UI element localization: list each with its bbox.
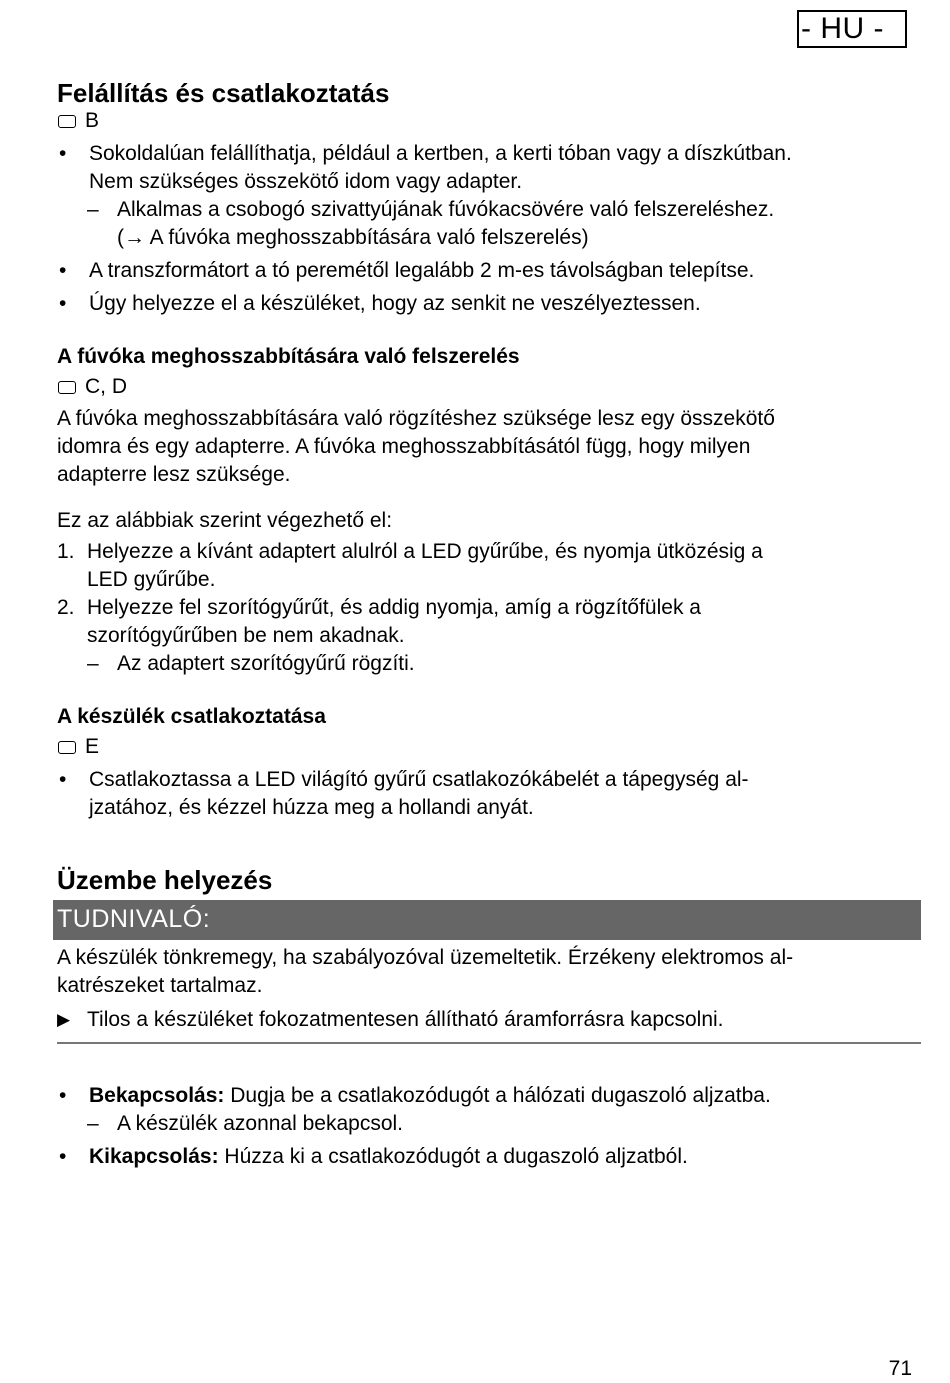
intro-text: Ez az alábbiak szerint végezhető el: (57, 509, 393, 532)
list-item: • Kikapcsolás: Húzza ki a csatlakozódugót a dugaszoló aljzatból. (57, 1143, 917, 1171)
bullet-icon: • (59, 142, 67, 165)
section-title-setup: Felállítás és csatlakoztatás (57, 78, 390, 108)
list-item: • Úgy helyezze el a készüléket, hogy az senkit ne veszélyeztessen. (57, 290, 917, 318)
bullet-icon: • (59, 1084, 67, 1107)
list-item: • Csatlakoztassa a LED világító gyűrű csatlakozókábelét a tápegység al- jzatához, és kézzel húzza meg a hollandi anyát. (57, 766, 917, 822)
sub-list-item: – Alkalmas a csobogó szivattyújának fúvókacsövére való felszereléshez. (→ A fúvóka meghosszabbítására való felszerelés) (57, 196, 917, 252)
notice-instruction: ▶ Tilos a készüléket fokozatmentesen állítható áramforrásra kapcsolni. (57, 1006, 921, 1034)
dash-icon: – (87, 652, 99, 675)
figure-reference: E (57, 733, 917, 761)
numbered-step: 1. Helyezze a kívánt adaptert alulról a LED gyűrűbe, és nyomja ütközésig a LED gyűrűbe. (57, 540, 763, 591)
notice-text: A készülék tönkremegy, ha szabályozóval üzemeltetik. Érzékeny elektromos al- katrészeket tartalmaz. (57, 946, 794, 997)
triangle-right-icon: ▶ (57, 1010, 71, 1029)
book-icon (58, 381, 76, 394)
switch-off-label: Kikapcsolás: (89, 1145, 219, 1168)
figure-reference: B (57, 107, 917, 135)
notice-header: TUDNIVALÓ: (53, 900, 921, 940)
list-item: • Bekapcsolás: Dugja be a csatlakozódugót a hálózati dugaszoló aljzatba. (57, 1082, 917, 1110)
dash-icon: – (87, 198, 99, 221)
sub-list-item: – A készülék azonnal bekapcsol. (57, 1110, 917, 1138)
sub-list-item: – Az adaptert szorítógyűrű rögzíti. (57, 650, 917, 678)
notice-box (57, 944, 921, 1044)
list-item: • Sokoldalúan felállíthatja, például a kertben, a kerti tóban vagy a díszkútban. Nem szükséges összekötő idom vagy adapter. (57, 140, 917, 196)
bullet-icon: • (59, 292, 67, 315)
page-number: 71 (888, 1357, 912, 1380)
page-content (57, 77, 917, 1171)
dash-icon: – (87, 1112, 99, 1135)
figure-reference: C, D (57, 373, 917, 401)
section-title-commissioning: Üzembe helyezés (57, 865, 273, 895)
book-icon (58, 741, 76, 754)
bullet-icon: • (59, 768, 67, 791)
list-item: • A transzformátort a tó peremétől legalább 2 m-es távolságban telepítse. (57, 257, 917, 285)
switch-on-label: Bekapcsolás: (89, 1084, 225, 1107)
book-icon (58, 115, 76, 128)
numbered-step: 2. Helyezze fel szorítógyűrűt, és addig nyomja, amíg a rögzítőfülek a szorítógyűrűben be nem akadnak. (57, 596, 701, 647)
bullet-icon: • (59, 259, 67, 282)
paragraph: A fúvóka meghosszabbítására való rögzítéshez szüksége lesz egy összekötő idomra és egy adapterre. A fúvóka meghosszabbításától függ, hogy milyen adapterre lesz szüksége. (57, 407, 775, 486)
section-title-connect-device: A készülék csatlakoztatása (57, 705, 326, 728)
language-badge: - HU - (797, 10, 907, 48)
section-title-nozzle-extension: A fúvóka meghosszabbítására való felszerelés (57, 345, 520, 368)
bullet-icon: • (59, 1145, 67, 1168)
